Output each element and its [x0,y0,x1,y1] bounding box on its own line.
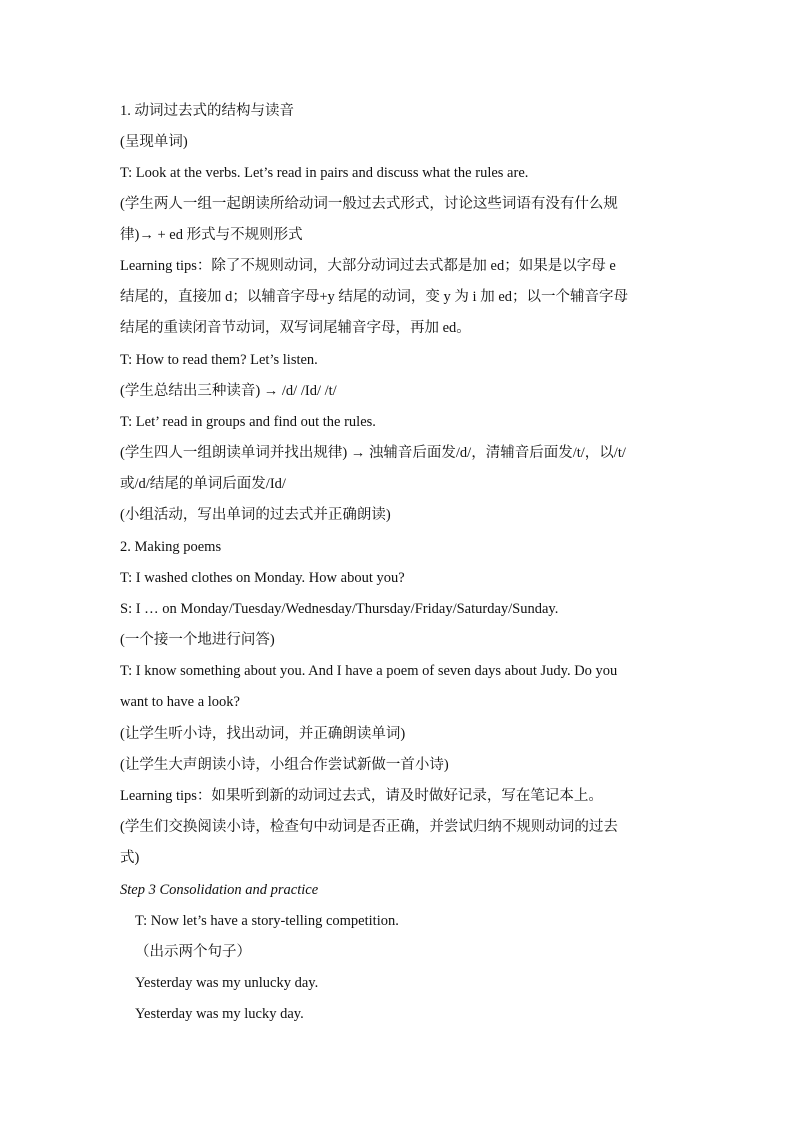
note-show-two-sentences: （出示两个句子） [135,944,251,960]
learning-tips-rules-cont-2: 结尾的重读闭音节动词，双写词尾辅音字母，再加 ed。 [120,320,471,336]
learning-tips-rules-cont-1: 结尾的，直接加 d；以辅音字母+y 结尾的动词，变 y 为 i 加 ed；以一个辅音字母 [120,289,629,305]
teacher-line-washed-clothes: T: I washed clothes on Monday. How about you? [120,570,405,586]
note-group-reading-rules-cont: 或/d/结尾的单词后面发/Id/ [120,476,286,492]
note-read-poem-aloud: (让学生大声朗读小诗，小组合作尝试新做一首小诗) [120,757,449,773]
teacher-line-look-at-verbs: T: Look at the verbs. Let’s read in pairs and discuss what the rules are. [120,165,529,181]
teacher-line-story-telling: T: Now let’s have a story-telling competition. [135,913,399,929]
teacher-line-poem-judy: T: I know something about you. And I have a poem of seven days about Judy. Do you [120,663,618,679]
sentence-unlucky-day: Yesterday was my unlucky day. [135,975,319,991]
note-group-activity: (小组活动，写出单词的过去式并正确朗读) [120,507,391,523]
note-three-pronunciations: (学生总结出三种读音) → /d/ /Id/ /t/ [120,383,337,399]
student-line-days: S: I … on Monday/Tuesday/Wednesday/Thursday/Friday/Saturday/Sunday. [120,601,559,617]
note-group-reading-rules: (学生四人一组朗读单词并找出规律) → 浊辅音后面发/d/，清辅音后面发/t/，以/t/ [120,445,626,461]
note-exchange-poems-cont: 式) [120,850,140,866]
note-listen-poem: (让学生听小诗，找出动词，并正确朗读单词) [120,726,406,742]
learning-tips-notebook: Learning tips：如果听到新的动词过去式，请及时做好记录，写在笔记本上。 [120,788,603,804]
note-present-words: (呈现单词) [120,134,188,150]
teacher-line-poem-judy-cont: want to have a look? [120,694,240,710]
teacher-line-read-in-groups: T: Let’ read in groups and find out the rules. [120,414,376,430]
step-heading-consolidation: Step 3 Consolidation and practice [120,882,319,898]
learning-tips-rules: Learning tips：除了不规则动词，大部分动词过去式都是加 ed；如果是以字母 e [120,258,616,274]
section-heading-verb-past-tense: 1. 动词过去式的结构与读音 [120,103,294,119]
note-pair-reading: (学生两人一组一起朗读所给动词一般过去式形式，讨论这些词语有没有什么规 [120,196,618,212]
section-heading-making-poems: 2. Making poems [120,539,222,555]
note-pair-reading-cont: 律)→ + ed 形式与不规则形式 [120,227,303,243]
note-one-by-one: (一个接一个地进行问答) [120,632,275,648]
note-exchange-poems: (学生们交换阅读小诗，检查句中动词是否正确，并尝试归纳不规则动词的过去 [120,819,618,835]
teacher-line-how-to-read: T: How to read them? Let’s listen. [120,352,318,368]
sentence-lucky-day: Yesterday was my lucky day. [135,1006,304,1022]
